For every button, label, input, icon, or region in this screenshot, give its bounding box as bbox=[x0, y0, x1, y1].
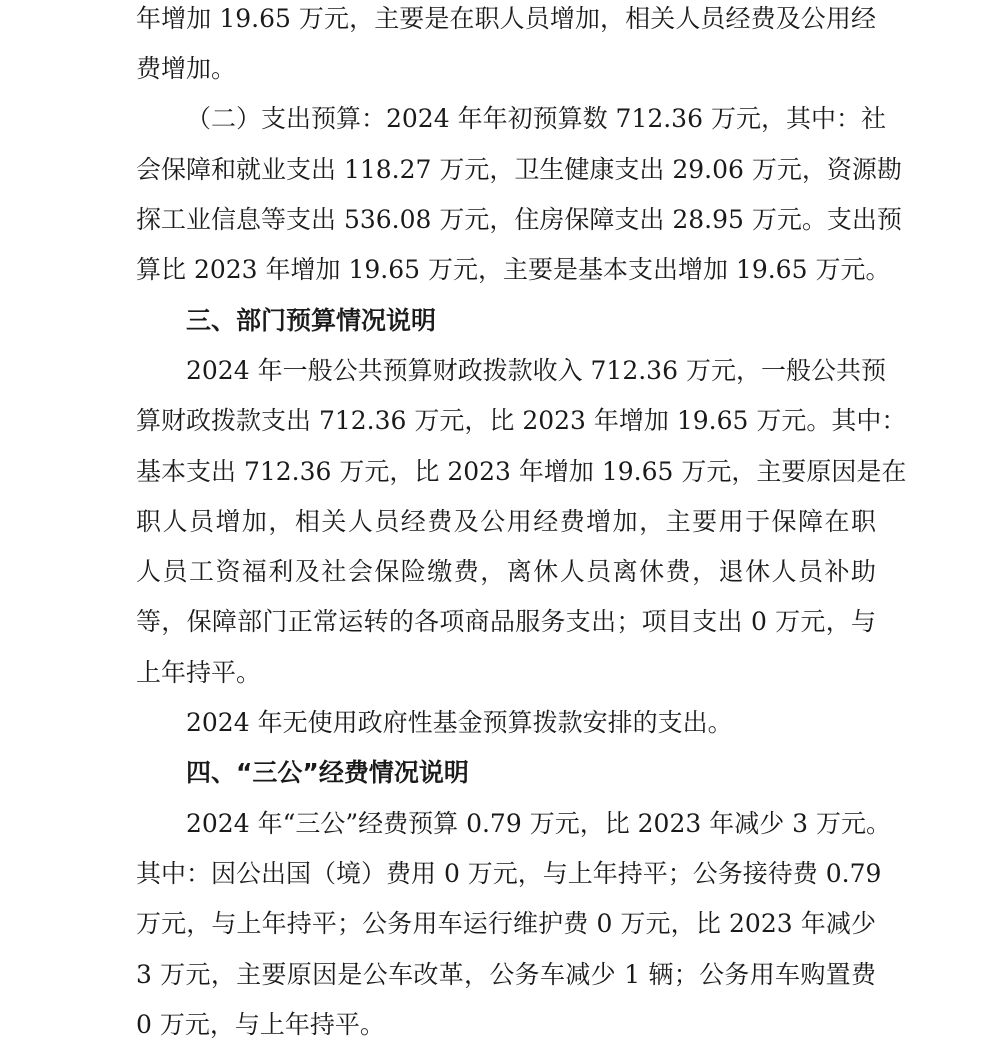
text-line: 算比 2023 年增加 19.65 万元，主要是基本支出增加 19.65 万元。 bbox=[136, 255, 891, 284]
text-line: 基本支出 712.36 万元，比 2023 年增加 19.65 万元，主要原因是在 bbox=[136, 457, 907, 486]
text-line: 2024 年“三公”经费预算 0.79 万元，比 2023 年减少 3 万元。 bbox=[186, 809, 892, 838]
section-heading: 四、“三公”经费情况说明 bbox=[186, 758, 469, 787]
text-line: 会保障和就业支出 118.27 万元，卫生健康支出 29.06 万元，资源勘 bbox=[136, 155, 902, 184]
text-line: 等，保障部门正常运转的各项商品服务支出；项目支出 0 万元，与 bbox=[136, 607, 876, 636]
text-line: 上年持平。 bbox=[136, 658, 262, 687]
text-line: 算财政拨款支出 712.36 万元，比 2023 年增加 19.65 万元。其中： bbox=[136, 406, 907, 435]
text-line: 人员工资福利及社会保险缴费，离休人员离休费，退休人员补助 bbox=[136, 557, 876, 586]
text-line: 万元，与上年持平；公务用车运行维护费 0 万元，比 2023 年减少 bbox=[136, 909, 876, 938]
text-line: 年增加 19.65 万元，主要是在职人员增加，相关人员经费及公用经 bbox=[136, 4, 876, 33]
text-line: 2024 年无使用政府性基金预算拨款安排的支出。 bbox=[186, 708, 733, 737]
text-line: 0 万元，与上年持平。 bbox=[136, 1010, 385, 1039]
text-line: 探工业信息等支出 536.08 万元，住房保障支出 28.95 万元。支出预 bbox=[136, 205, 902, 234]
section-heading: 三、部门预算情况说明 bbox=[186, 306, 437, 335]
text-line: 费增加。 bbox=[136, 54, 237, 83]
text-line: 其中：因公出国（境）费用 0 万元，与上年持平；公务接待费 0.79 bbox=[136, 859, 882, 888]
text-line: 2024 年一般公共预算财政拨款收入 712.36 万元，一般公共预 bbox=[186, 356, 886, 385]
text-line: 3 万元，主要原因是公车改革，公务车减少 1 辆；公务用车购置费 bbox=[136, 960, 876, 989]
text-line: 职人员增加，相关人员经费及公用经费增加，主要用于保障在职 bbox=[136, 507, 876, 536]
text-line: （二）支出预算：2024 年年初预算数 712.36 万元，其中：社 bbox=[186, 104, 886, 133]
